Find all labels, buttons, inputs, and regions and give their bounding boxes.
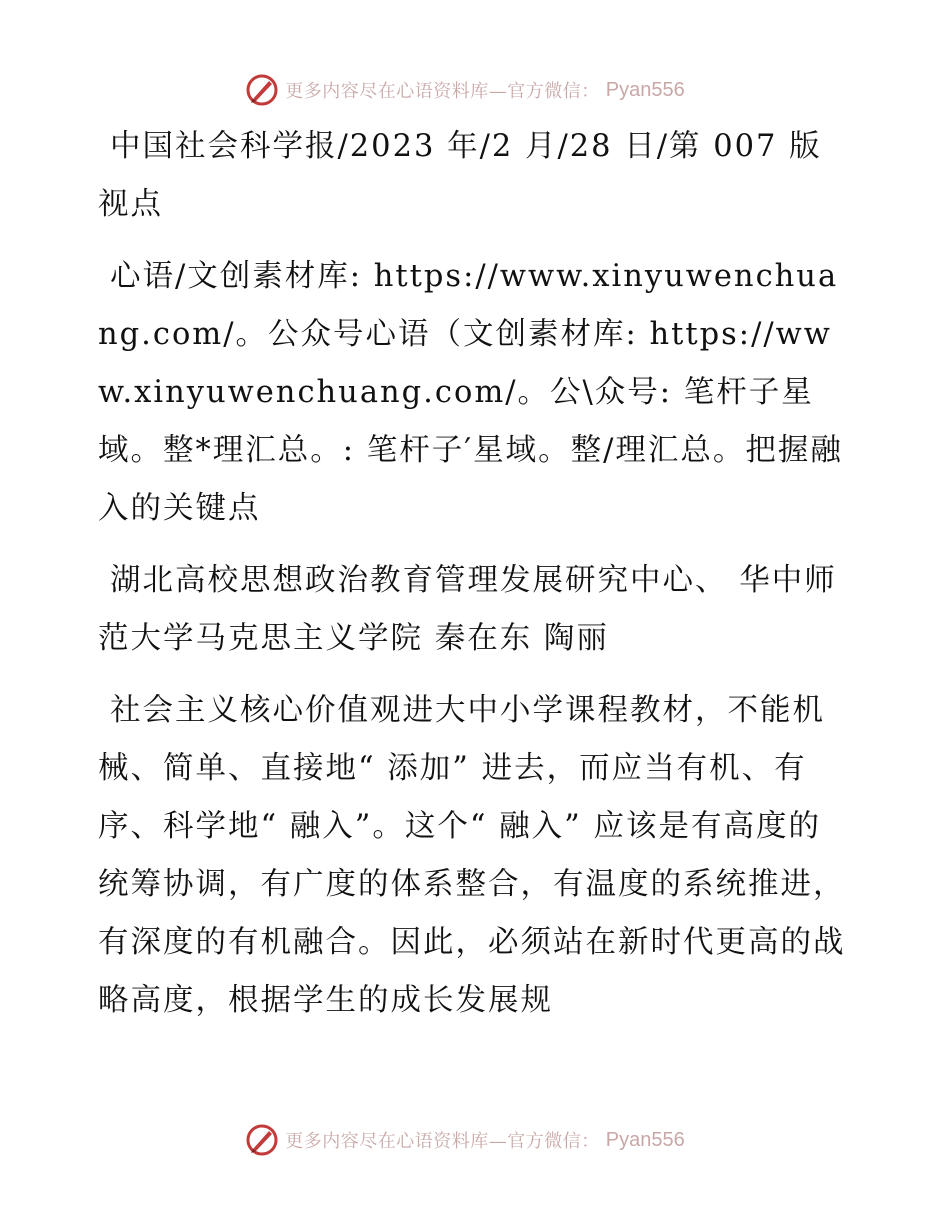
document-body <box>98 118 850 1044</box>
author-line-text: 湖北高校思想政治教育管理发展研究中心、 华中师范大学马克思主义学院 秦在东 陶丽 <box>98 563 837 656</box>
header-line <box>98 118 850 234</box>
body-paragraph-text: 社会主义核心价值观进大中小学课程教材，不能机械、简单、直接地“ 添加” 进去，而应当有机、有序、科学地“ 融入”。这个“ 融入” 应该是有高度的统筹协调，有广度的体系整合，有温度的系统推进，有深度的有机融合。因此，必须站在新时代更高的战略高度，根据学生的成长发展规 <box>98 693 846 1018</box>
source-line <box>98 248 850 538</box>
author-line <box>98 552 850 668</box>
watermark-wechat-id: Pyan556 <box>605 78 685 101</box>
source-line-text: 心语/文创素材库: https://www.xinyuwenchuang.com/。公众号心语（文创素材库: https://www.xinyuwenchuang.com/。公\众号: 笔杆子星域。整*理汇总。: 笔杆子′星域。整/理汇总。把握融入的关键点 <box>98 259 843 526</box>
watermark-content-bottom <box>245 1123 684 1157</box>
watermark-text: 更多内容尽在心语资料库—官方微信： <box>285 81 600 102</box>
pen-logo-icon <box>245 73 279 107</box>
watermark-text-bottom: 更多内容尽在心语资料库—官方微信： <box>285 1131 600 1152</box>
pen-logo-icon <box>245 1123 279 1157</box>
body-paragraph <box>98 682 850 1030</box>
watermark-content <box>245 73 684 107</box>
header-line-text: 中国社会科学报/2023 年/2 月/28 日/第 007 版视点 <box>98 129 822 222</box>
watermark-bottom <box>0 1120 950 1160</box>
watermark-top <box>0 70 950 110</box>
watermark-wechat-id-bottom: Pyan556 <box>605 1128 685 1151</box>
